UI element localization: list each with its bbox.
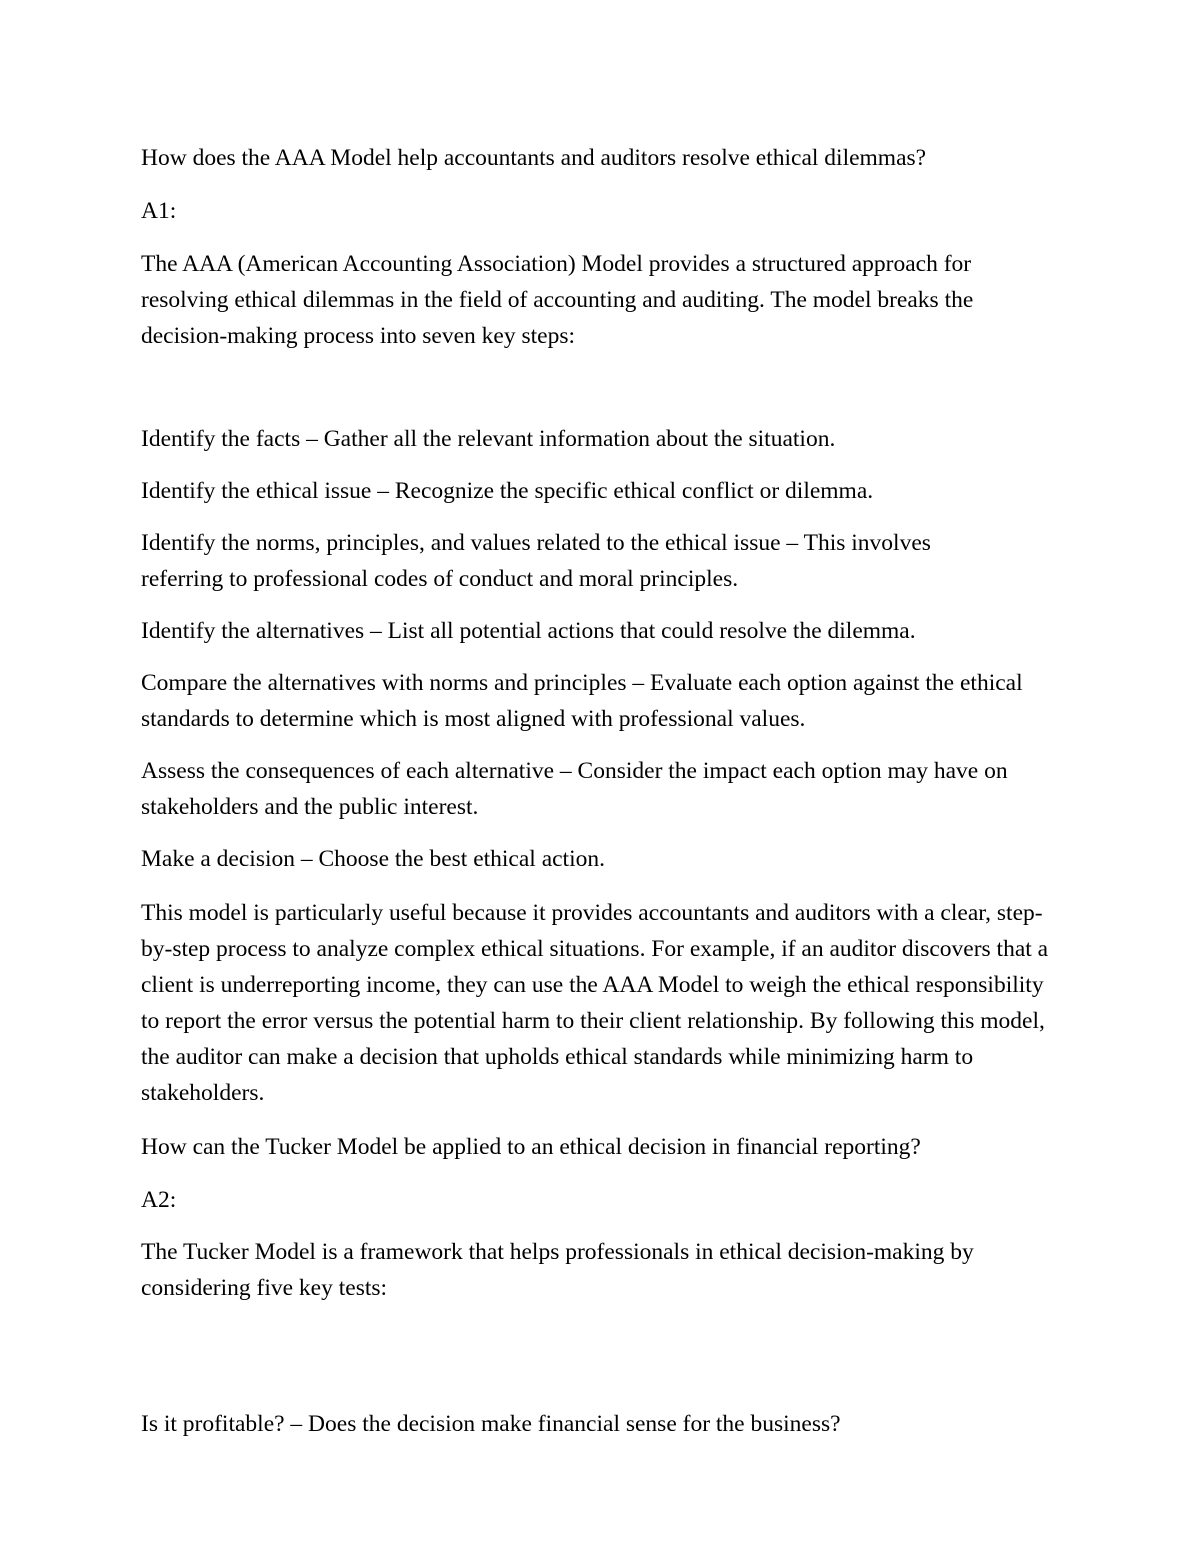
step-item: Identify the norms, principles, and values related to the ethical issue – This involves referring to professional codes of conduct and moral principles.	[141, 530, 931, 592]
step-item: Assess the consequences of each alternative – Consider the impact each option may have on stakeholders and the public interest.	[141, 758, 1008, 820]
answer-1-intro: The AAA (American Accounting Association) Model provides a structured approach for resolving ethical dilemmas in the field of accounting and auditing. The model breaks the decision-making process into seven key steps:	[141, 251, 974, 349]
question-1: How does the AAA Model help accountants and auditors resolve ethical dilemmas?	[141, 145, 927, 171]
step-item: Identify the alternatives – List all potential actions that could resolve the dilemma.	[141, 618, 916, 644]
step-item: Make a decision – Choose the best ethical action.	[141, 846, 605, 872]
answer-2-intro: The Tucker Model is a framework that helps professionals in ethical decision-making by considering five key tests:	[141, 1239, 974, 1301]
answer-1-label: A1:	[141, 198, 177, 224]
tucker-model-tests	[141, 1406, 1061, 1442]
aaa-model-steps	[141, 421, 1061, 893]
test-item: Is it profitable? – Does the decision make financial sense for the business?	[141, 1411, 841, 1437]
step-item: Identify the facts – Gather all the relevant information about the situation.	[141, 426, 836, 452]
answer-2-label: A2:	[141, 1187, 177, 1213]
step-item: Compare the alternatives with norms and principles – Evaluate each option against the ethical standards to determine which is most aligned with professional values.	[141, 670, 1023, 732]
question-2: How can the Tucker Model be applied to an ethical decision in financial reporting?	[141, 1134, 921, 1160]
step-item: Identify the ethical issue – Recognize the specific ethical conflict or dilemma.	[141, 478, 874, 504]
answer-1-conclusion: This model is particularly useful because it provides accountants and auditors with a clear, step-by-step process to analyze complex ethical situations. For example, if an auditor discovers that a client is underreporting income, they can use the AAA Model to weigh the ethical responsibility to report the error versus the potential harm to their client relationship. By following this model, the auditor can make a decision that upholds ethical standards while minimizing harm to stakeholders.	[141, 900, 1049, 1106]
